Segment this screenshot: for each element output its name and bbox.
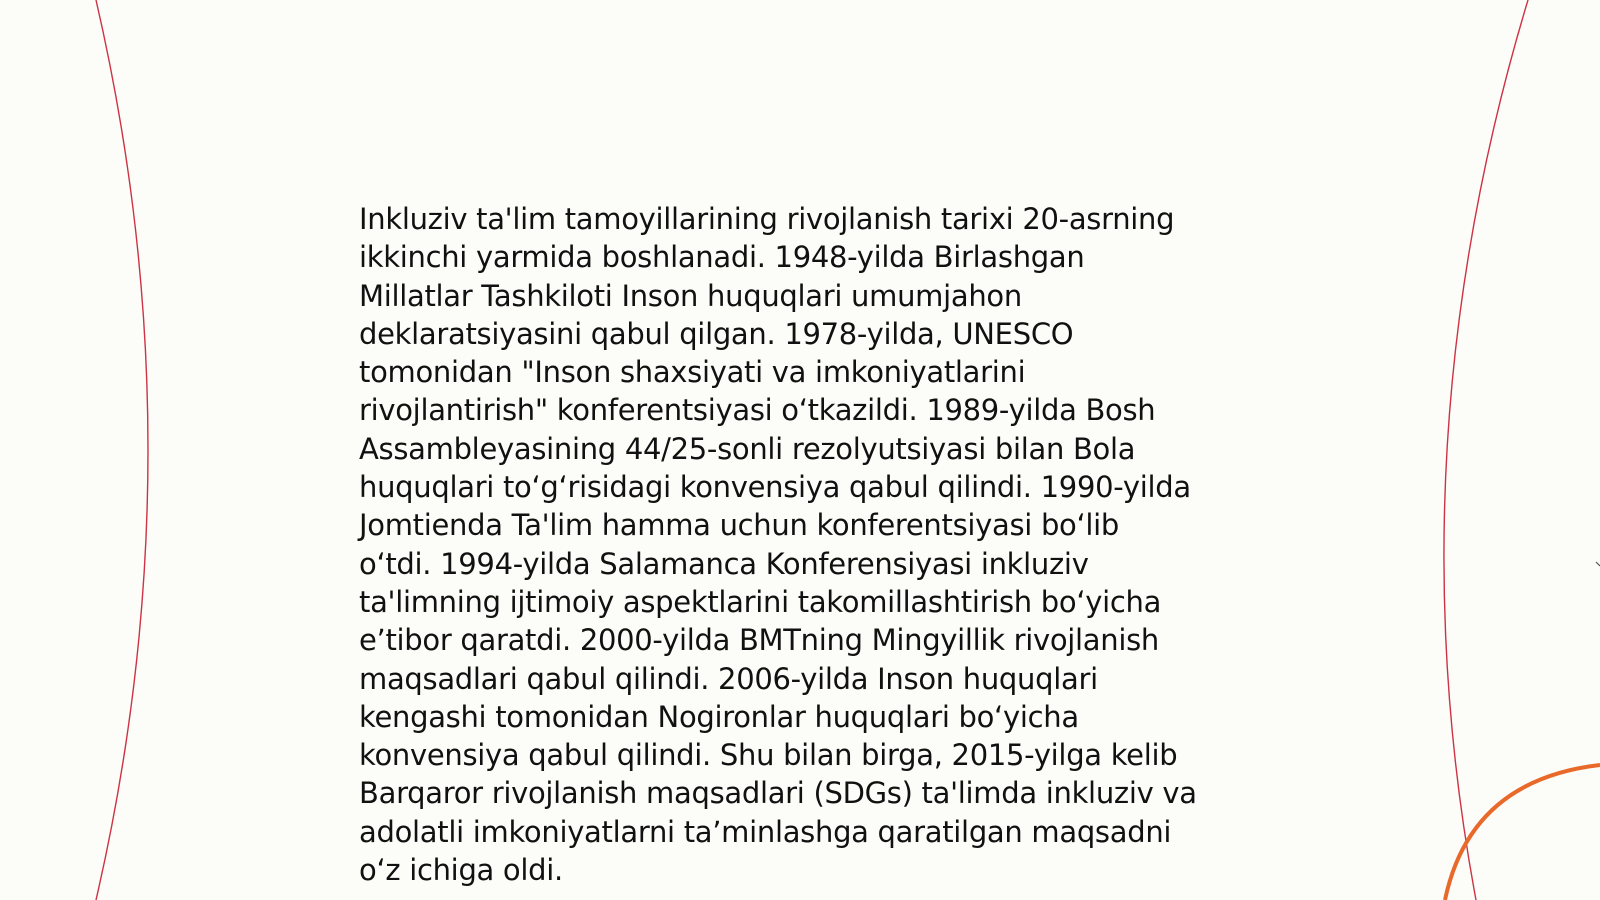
left-curve-line (96, 0, 148, 900)
history-paragraph (359, 200, 1239, 889)
paragraph-line: Inkluziv ta'lim tamoyillarining rivojlanish tarixi 20-asrning (359, 202, 1175, 236)
paragraph-line: Barqaror rivojlanish maqsadlari (SDGs) ta'limda inkluziv va (359, 776, 1197, 811)
paragraph-line: o‘tdi. 1994-yilda Salamanca Konferensiyasi inkluziv (359, 546, 1089, 581)
paragraph-line: ikkinchi yarmida boshlanadi. 1948-yilda Birlashgan (359, 240, 1085, 275)
paragraph-line: Assambleyasining 44/25-sonli rezolyutsiyasi bilan Bola (359, 431, 1136, 466)
paragraph-line: Jomtienda Ta'lim hamma uchun konferentsiyasi bo‘lib (359, 508, 1120, 543)
paragraph-line: e’tibor qaratdi. 2000-yilda BMTning Mingyillik rivojlanish (359, 623, 1159, 658)
paragraph-line: huquqlari to‘g‘risidagi konvensiya qabul qilindi. 1990-yilda (359, 470, 1191, 505)
paragraph-line: deklaratsiyasini qabul qilgan. 1978-yilda, UNESCO (359, 316, 1074, 351)
right-curve-line (1444, 0, 1528, 900)
paragraph-line: maqsadlari qabul qilindi. 2006-yilda Inson huquqlari (359, 661, 1098, 696)
paragraph-line: ta'limning ijtimoiy aspektlarini takomillashtirish bo‘yicha (359, 584, 1162, 619)
paragraph-line: Millatlar Tashkiloti Inson huquqlari umumjahon (359, 278, 1022, 313)
paragraph-line: kengashi tomonidan Nogironlar huquqlari bo‘yicha (359, 699, 1079, 734)
accent-tick (1596, 562, 1600, 566)
paragraph-line: tomonidan "Inson shaxsiyati va imkoniyatlarini (359, 355, 1026, 390)
paragraph-line: o‘z ichiga oldi. (359, 853, 563, 888)
paragraph-line: rivojlantirish" konferentsiyasi o‘tkazildi. 1989-yilda Bosh (359, 393, 1156, 428)
paragraph-line: adolatli imkoniyatlarni ta’minlashga qaratilgan maqsadni (359, 814, 1172, 849)
accent-arc (1445, 765, 1600, 900)
paragraph-line: konvensiya qabul qilindi. Shu bilan birga, 2015-yilga kelib (359, 738, 1178, 773)
